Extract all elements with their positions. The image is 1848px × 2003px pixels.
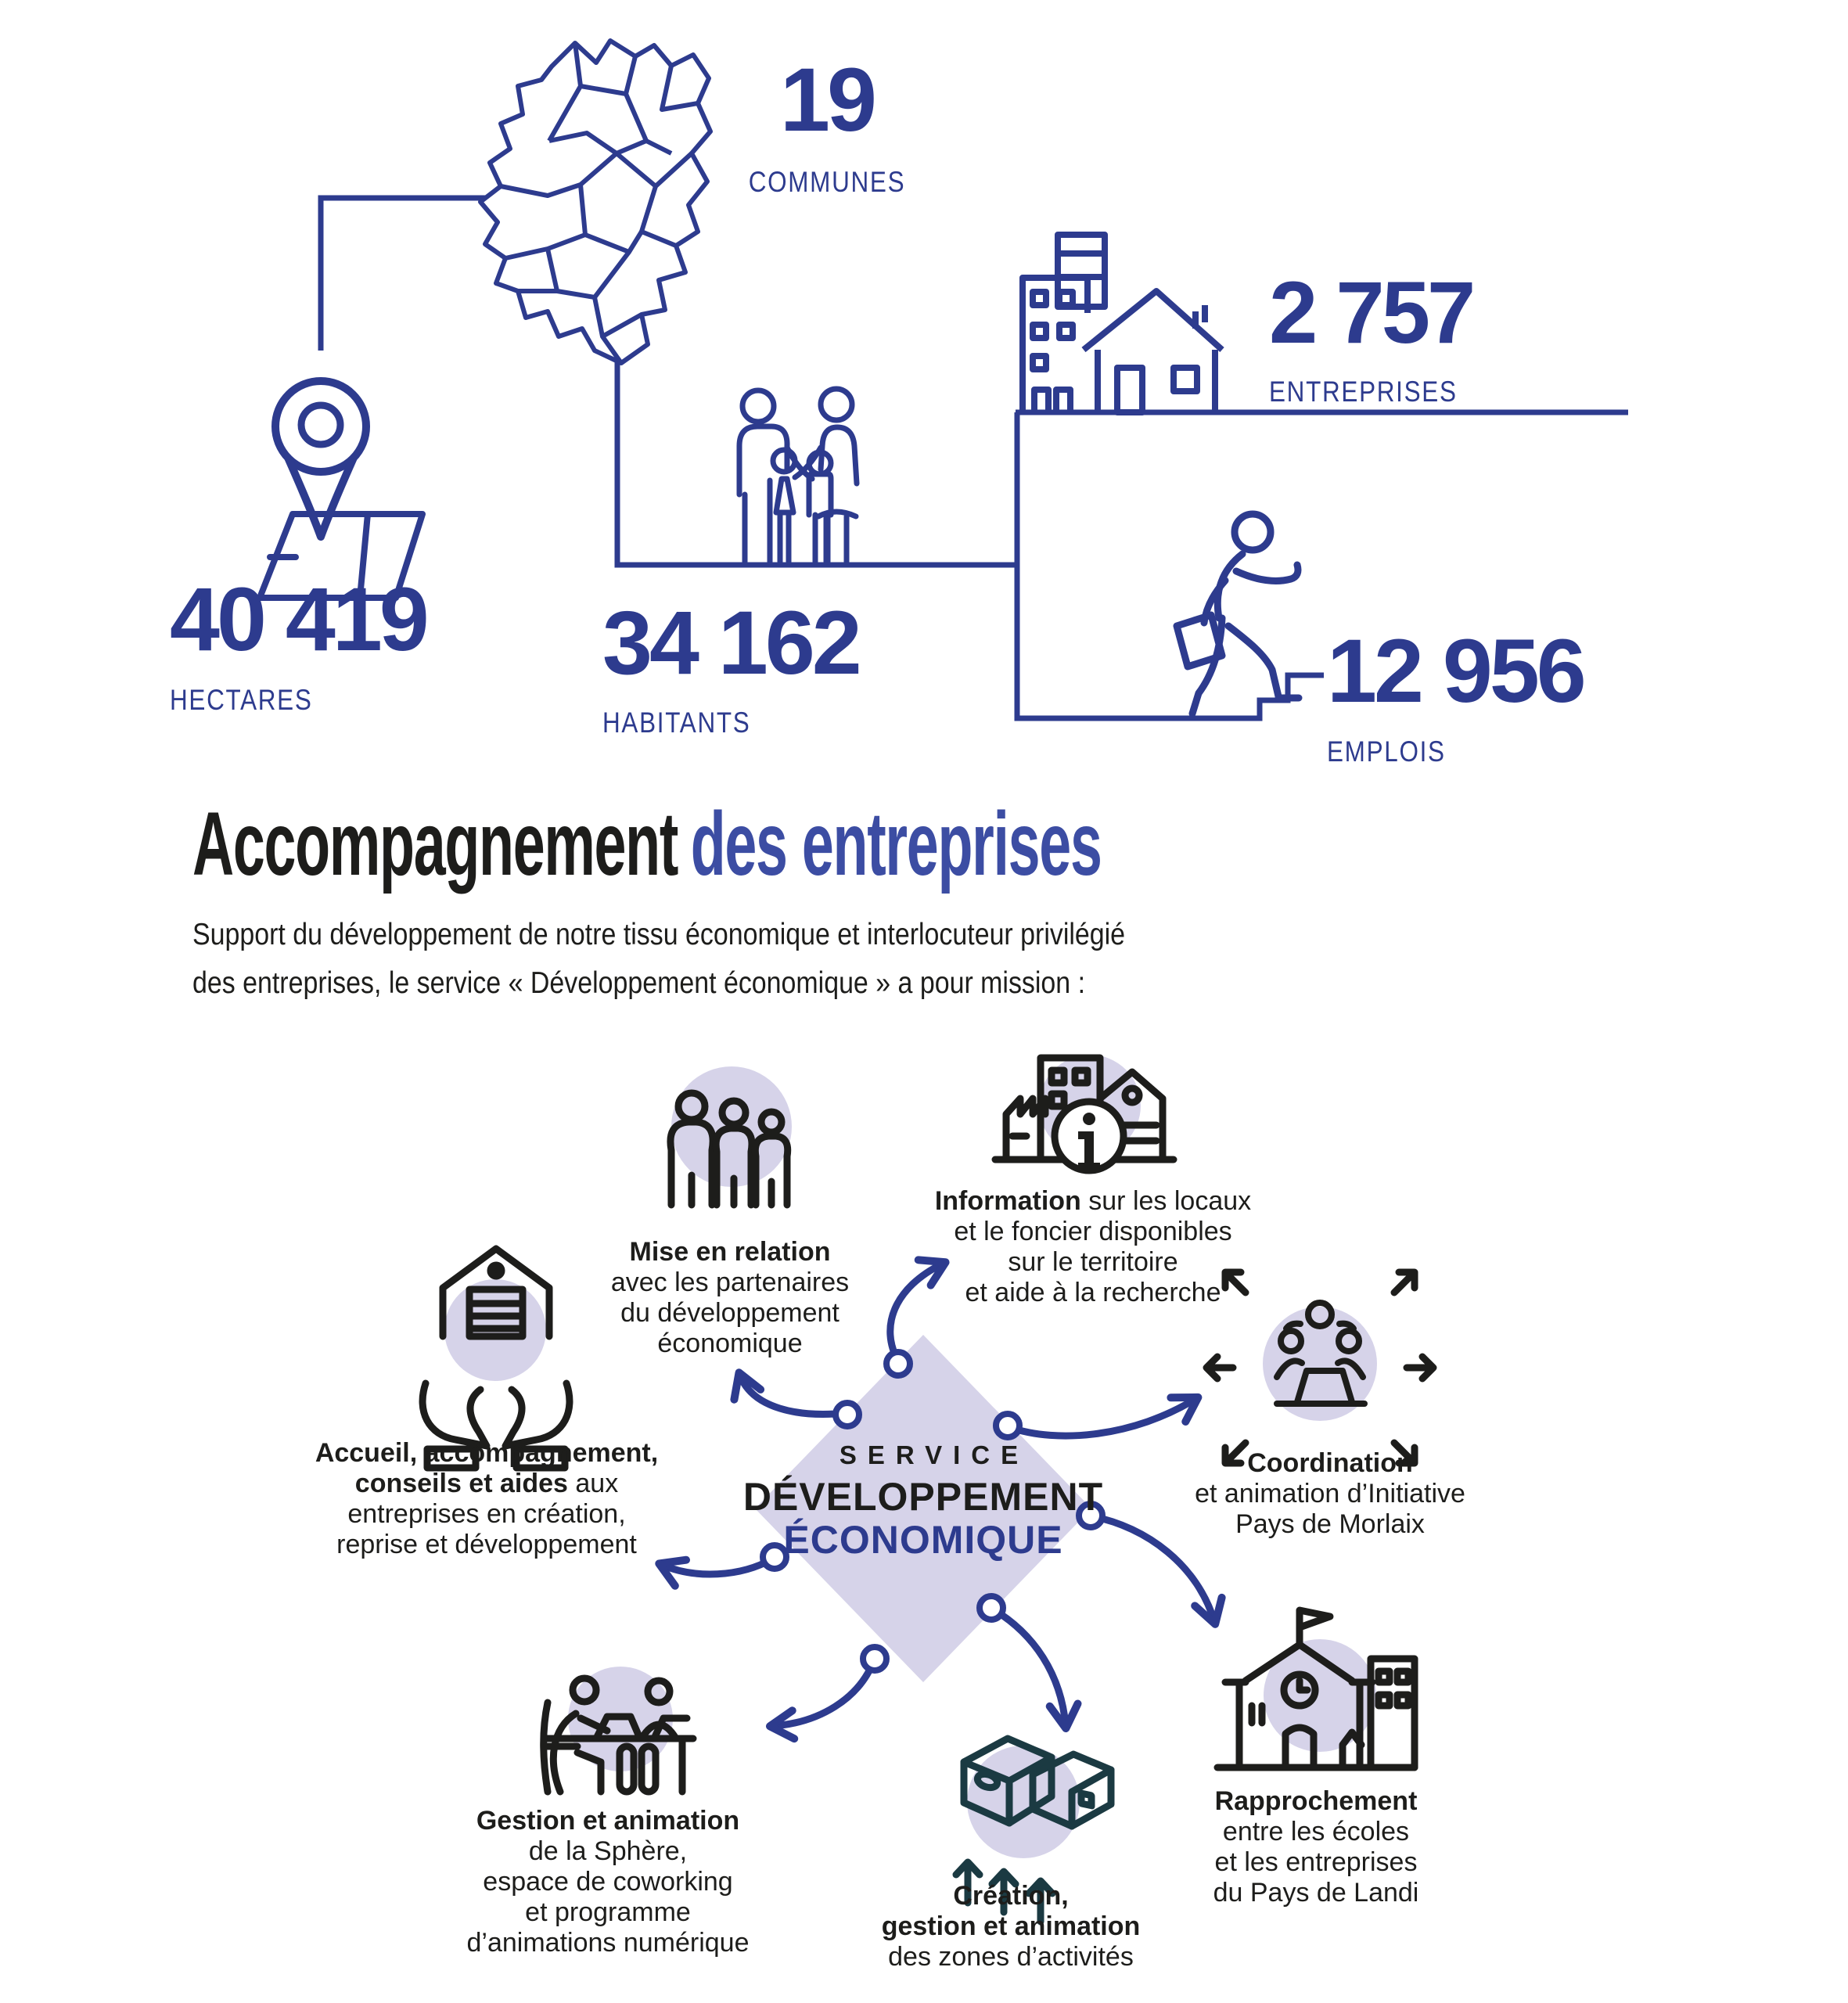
- intro-paragraph: [192, 911, 1264, 1008]
- stat-emplois: [1327, 621, 1584, 768]
- buildings-icon: [1023, 235, 1222, 412]
- stat-entreprises-value: 2 757: [1269, 264, 1473, 361]
- mission-accueil-line: entreprises en création,: [347, 1499, 626, 1529]
- stat-hectares: [170, 570, 426, 716]
- school-business-icon: [1217, 1610, 1415, 1767]
- stat-emplois-label: EMPLOIS: [1327, 735, 1446, 768]
- mission-coordination: [1142, 1448, 1518, 1540]
- mission-accueil-bold2: conseils et aides: [354, 1469, 568, 1498]
- stat-entreprises: [1269, 264, 1490, 408]
- stat-emplois-value: 12 956: [1327, 621, 1584, 721]
- mission-information-tail: sur les locaux: [1080, 1186, 1252, 1216]
- mission-information-bold: Information: [934, 1186, 1081, 1216]
- mission-rapprochement-line: du Pays de Landi: [1213, 1878, 1419, 1908]
- career-stairs-icon: [1177, 514, 1299, 714]
- mission-mise-line: économique: [657, 1329, 803, 1358]
- stat-habitants-value: 34 162: [602, 593, 859, 693]
- stat-hectares-label: HECTARES: [170, 684, 313, 716]
- mission-gestion-line: d’animations numérique: [466, 1928, 750, 1958]
- building-info-icon: [995, 1058, 1174, 1171]
- intro-line-2: des entreprises, le service « Développement économique » a pour mission :: [192, 966, 1086, 1000]
- hub-developpement: DÉVELOPPEMENT: [742, 1475, 1104, 1519]
- mission-mise-en-relation: [542, 1237, 918, 1359]
- section-title-blue: des entreprises: [690, 794, 1102, 894]
- stat-communes: [694, 50, 960, 198]
- stat-entreprises-label: ENTREPRISES: [1269, 376, 1458, 408]
- mission-accueil-bold1: Accueil, accompagnement,: [315, 1438, 659, 1468]
- mission-rapprochement-line: et les entreprises: [1214, 1847, 1418, 1877]
- stat-communes-label: COMMUNES: [748, 166, 906, 198]
- mission-accueil-tail: aux: [567, 1469, 619, 1498]
- mission-gestion-bold: Gestion et animation: [476, 1806, 740, 1836]
- stat-habitants-label: HABITANTS: [602, 707, 751, 739]
- mission-gestion-line: et programme: [525, 1897, 691, 1927]
- mission-rapprochement-line: entre les écoles: [1222, 1817, 1410, 1847]
- mission-creation-line: des zones d’activités: [888, 1942, 1134, 1972]
- mission-gestion-line: de la Sphère,: [528, 1836, 688, 1866]
- mission-information-line: sur le territoire: [1008, 1247, 1178, 1277]
- hub-economique: ÉCONOMIQUE: [783, 1518, 1063, 1562]
- hub-service: SERVICE: [839, 1440, 1030, 1469]
- stat-communes-value: 19: [780, 50, 874, 150]
- section-title-black: Accompagnement: [192, 794, 678, 894]
- mission-information-line: et aide à la recherche: [965, 1278, 1221, 1307]
- mission-accueil-line: reprise et développement: [336, 1530, 637, 1559]
- mission-rapprochement-bold: Rapprochement: [1214, 1786, 1418, 1816]
- mission-creation-bold2: gestion et animation: [881, 1911, 1141, 1941]
- mission-accueil: [299, 1438, 674, 1560]
- mission-mise-line: avec les partenaires: [610, 1268, 850, 1297]
- communes-map-icon: [480, 41, 710, 363]
- mission-gestion: [420, 1806, 796, 1958]
- mission-mise-line: du développement: [620, 1298, 840, 1328]
- mission-gestion-line: espace de coworking: [483, 1867, 733, 1897]
- mission-creation-bold1: Création,: [953, 1881, 1069, 1911]
- map-pin-icon: [260, 381, 422, 598]
- family-icon: [739, 389, 857, 562]
- intro-line-1: Support du développement de notre tissu économique et interlocuteur privilégié: [192, 918, 1126, 951]
- stat-hectares-value: 40 419: [170, 570, 426, 670]
- mission-mise-bold: Mise en relation: [629, 1237, 831, 1267]
- mission-creation: [823, 1881, 1199, 1972]
- mission-coordination-bold: Coordination: [1247, 1448, 1413, 1478]
- stat-habitants: [602, 593, 859, 739]
- mission-coordination-line: et animation d’Initiative: [1195, 1479, 1465, 1509]
- mission-information: [905, 1186, 1281, 1308]
- mission-coordination-line: Pays de Morlaix: [1235, 1509, 1425, 1539]
- section-title: [192, 794, 1613, 894]
- mission-information-line: et le foncier disponibles: [954, 1217, 1232, 1246]
